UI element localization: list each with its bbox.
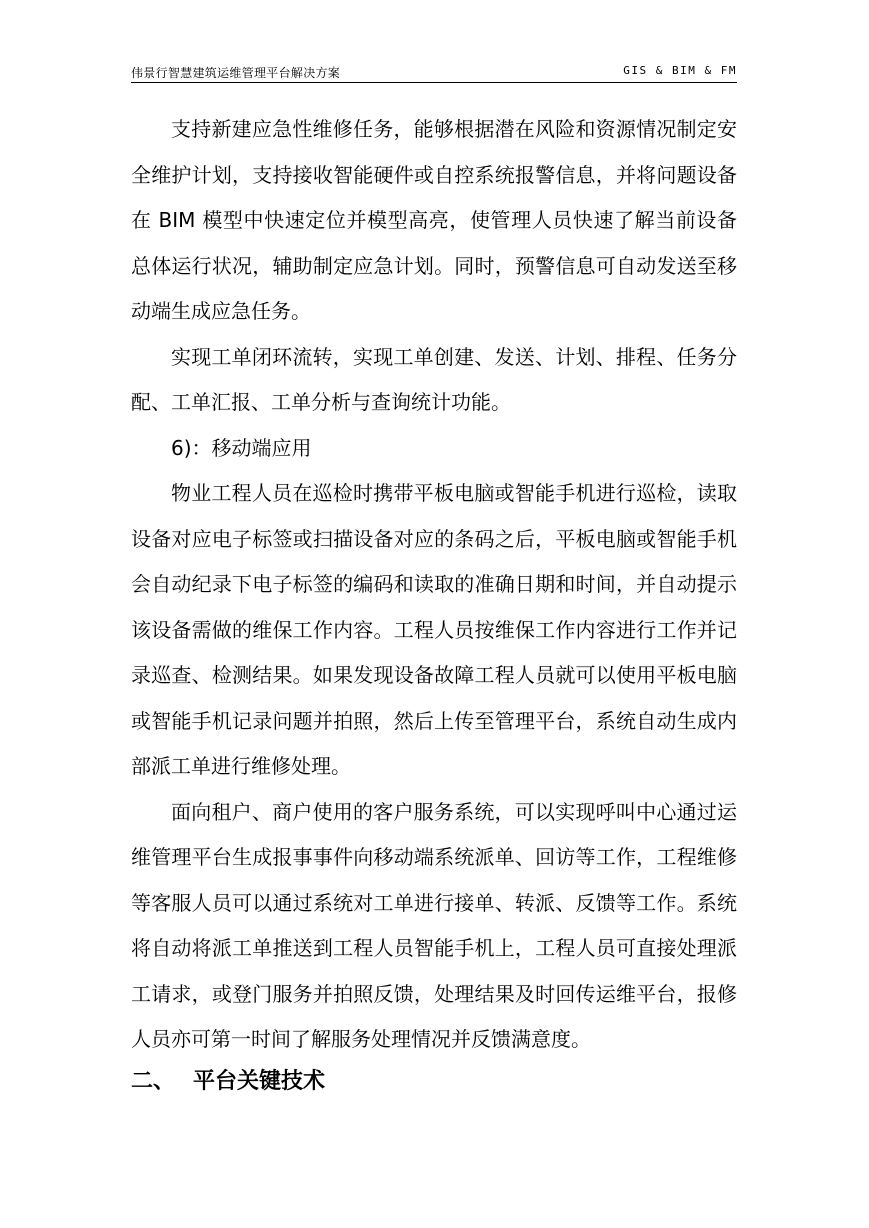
paragraph-work-order-loop: 实现工单闭环流转，实现工单创建、发送、计划、排程、任务分配、工单汇报、工单分析与查询统计功能。 <box>131 344 737 414</box>
paragraph-mobile-inspection: 物业工程人员在巡检时携带平板电脑或智能手机进行巡检，读取设备对应电子标签或扫描设备对应的条码之后，平板电脑或智能手机会自动纪录下电子标签的编码和读取的准确日期和时间，并自动提示该设备需做的维保工作内容。工程人员按维保工作内容进行工作并记录巡查、检测结果。如果发现设备故障工程人员就可以使用平板电脑或智能手机记录问题并拍照，然后上传至管理平台，系统自动生成内部派工单进行维修处理。 <box>131 481 737 778</box>
page-header <box>131 62 737 83</box>
header-domain-tag: GIS & BIM & FM <box>623 64 737 77</box>
section-heading <box>131 1064 737 1095</box>
subsection-mobile-app: 6)：移动端应用 <box>171 435 312 460</box>
paragraph-customer-service: 面向租户、商户使用的客户服务系统，可以实现呼叫中心通过运维管理平台生成报事事件向移动端系统派单、回访等工作，工程维修等客服人员可以通过系统对工单进行接单、转派、反馈等工作。系统将自动将派工单推送到工程人员智能手机上，工程人员可直接处理派工请求，或登门服务并拍照反馈，处理结果及时回传运维平台，报修人员亦可第一时间了解服务处理情况并反馈满意度。 <box>131 799 737 1051</box>
paragraph-emergency-maintenance: 支持新建应急性维修任务，能够根据潜在风险和资源情况制定安全维护计划，支持接收智能硬件或自控系统报警信息，并将问题设备在 BIM 模型中快速定位并模型高亮，使管理人员快速了解当前设备总体运行状况，辅助制定应急计划。同时，预警信息可自动发送至移动端生成应急任务。 <box>131 117 737 323</box>
section-title: 平台关键技术 <box>193 1069 326 1094</box>
body-text <box>131 107 737 1063</box>
section-number: 二、 <box>131 1069 176 1094</box>
header-document-title: 伟景行智慧建筑运维管理平台解决方案 <box>131 66 341 80</box>
